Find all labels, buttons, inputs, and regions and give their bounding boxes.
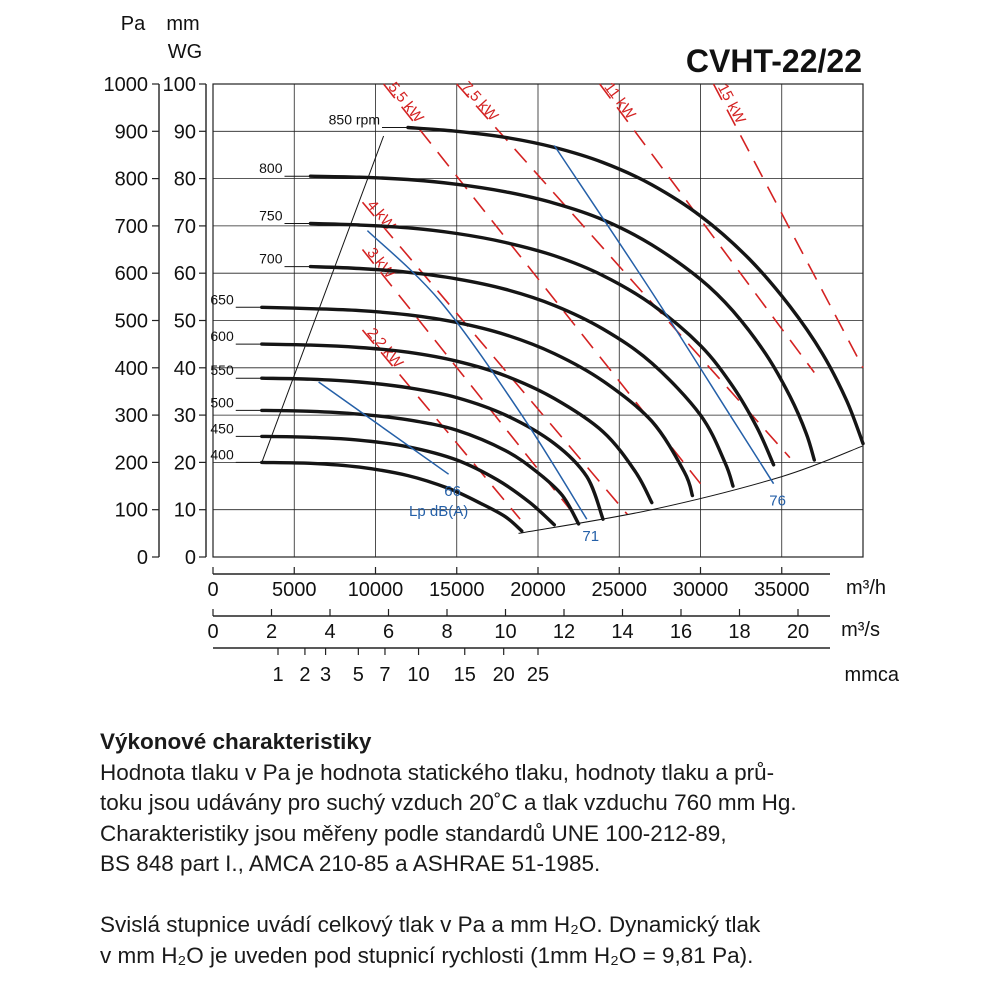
noise-line-label: 66 — [444, 483, 461, 501]
speed-curve — [262, 378, 603, 519]
speed-curve-label: 400 — [210, 446, 234, 463]
pa-unit-label: Pa — [120, 13, 146, 35]
flow-s-unit-label: m³/s — [841, 619, 880, 641]
description-line: Svislá stupnice uvádí celkový tlak v Pa a mm H₂O. Dynamický tlak — [100, 911, 761, 937]
flow-h-tick-label: 35000 — [753, 579, 810, 601]
speed-curve-label: 650 — [210, 291, 234, 308]
pa-tick-label: 700 — [114, 215, 148, 238]
mm-tick-label: 60 — [173, 263, 196, 286]
mm-tick-label: 80 — [173, 168, 196, 191]
chart-title: CVHT-22/22 — [685, 43, 862, 79]
flow-h-unit-label: m³/h — [846, 577, 886, 599]
pa-tick-label: 500 — [114, 310, 148, 333]
flow-s-tick-label: 10 — [494, 621, 517, 643]
flow-h-tick-label: 0 — [207, 579, 219, 601]
mm-tick-label: 30 — [173, 405, 196, 428]
mmca-tick-label: 7 — [379, 664, 391, 686]
flow-s-tick-label: 20 — [786, 621, 810, 643]
mm-tick-label: 90 — [173, 121, 196, 144]
mm-tick-label: 20 — [173, 452, 196, 475]
paragraph-gap — [100, 880, 960, 910]
description-heading: Výkonové charakteristiky — [100, 729, 372, 754]
description-line: Charakteristiky jsou měřeny podle standardů UNE 100-212-89, — [100, 820, 727, 846]
pa-tick-label: 1000 — [103, 74, 148, 96]
speed-curve-label: 850 rpm — [328, 111, 380, 128]
flow-s-tick-label: 14 — [611, 621, 634, 643]
flow-h-tick-label: 25000 — [591, 579, 648, 601]
description-line: toku jsou udávány pro suchý vzduch 20˚C a tlak vzduchu 760 mm Hg. — [100, 790, 797, 816]
mmca-tick-label: 15 — [453, 664, 476, 686]
mm-unit-label: mm — [166, 13, 200, 35]
description-block — [100, 727, 960, 971]
mmca-tick-label: 20 — [492, 664, 515, 686]
flow-s-tick-label: 0 — [207, 621, 219, 643]
speed-curve-label: 600 — [210, 328, 234, 345]
power-line-label: 5,5 kW — [384, 78, 427, 127]
power-line-label: 11 kW — [600, 79, 639, 123]
mmca-tick-label: 5 — [352, 664, 364, 686]
power-line — [457, 84, 790, 458]
mmca-tick-label: 10 — [407, 664, 430, 686]
speed-curve — [311, 267, 734, 487]
power-line-label: 2,2 kW — [363, 324, 407, 372]
pa-tick-label: 200 — [114, 452, 148, 475]
mm-tick-label: 100 — [162, 74, 196, 96]
flow-s-tick-label: 6 — [382, 621, 395, 643]
mm-tick-label: 50 — [173, 310, 196, 333]
pa-tick-label: 300 — [114, 405, 148, 428]
pa-tick-label: 800 — [114, 168, 148, 191]
flow-h-tick-label: 30000 — [672, 579, 729, 601]
flow-s-tick-label: 18 — [728, 621, 751, 643]
pa-tick-label: 900 — [114, 121, 148, 144]
flow-s-tick-label: 12 — [552, 621, 576, 643]
pa-tick-label: 600 — [114, 263, 148, 286]
mm-tick-label: 10 — [173, 499, 196, 522]
mmca-tick-label: 2 — [299, 664, 311, 686]
speed-curve-label: 750 — [259, 207, 283, 224]
description-line: BS 848 part I., AMCA 210-85 a ASHRAE 51-1985. — [100, 851, 601, 877]
flow-h-tick-label: 20000 — [510, 579, 566, 601]
speed-curve-label: 700 — [259, 250, 283, 267]
flow-s-tick-label: 4 — [324, 621, 336, 643]
mm-tick-label: 0 — [184, 547, 196, 569]
flow-h-tick-label: 5000 — [272, 579, 317, 601]
speed-curve-label: 550 — [210, 362, 234, 379]
mmca-tick-label: 25 — [526, 664, 550, 686]
speed-curve-label: 500 — [210, 394, 234, 411]
power-line-label: 7,5 kW — [457, 78, 502, 125]
noise-line — [319, 382, 449, 474]
power-line-label: 15 kW — [713, 80, 749, 127]
pa-tick-label: 0 — [136, 547, 148, 569]
description-line: Hodnota tlaku v Pa je hodnota statického tlaku, hodnoty tlaku a prů- — [100, 759, 775, 785]
mmca-tick-label: 3 — [320, 664, 332, 686]
flow-h-tick-label: 10000 — [347, 579, 404, 601]
speed-curve-label: 450 — [210, 420, 234, 437]
noise-line-label: 76 — [769, 492, 786, 510]
noise-line-label: 71 — [582, 528, 600, 546]
flow-s-tick-label: 16 — [669, 621, 693, 643]
noise-unit-label: Lp dB(A) — [409, 503, 469, 521]
description-line: v mm H₂O je uveden pod stupnicí rychlosti (1mm H₂O = 9,81 Pa). — [100, 942, 754, 968]
power-line-label: 3 kW — [363, 244, 399, 282]
flow-s-tick-label: 8 — [441, 621, 453, 643]
flow-h-tick-label: 15000 — [428, 579, 485, 601]
power-line-label: 4 kW — [363, 196, 399, 234]
pa-tick-label: 100 — [114, 499, 148, 522]
mmca-tick-label: 1 — [272, 664, 284, 686]
flow-s-tick-label: 2 — [265, 621, 278, 643]
mm-tick-label: 70 — [173, 215, 196, 238]
speed-curve-label: 800 — [259, 160, 283, 177]
pa-tick-label: 400 — [114, 357, 148, 380]
wg-unit-label: WG — [167, 41, 203, 63]
mmca-unit-label: mmca — [844, 664, 899, 686]
mm-tick-label: 40 — [173, 357, 196, 380]
